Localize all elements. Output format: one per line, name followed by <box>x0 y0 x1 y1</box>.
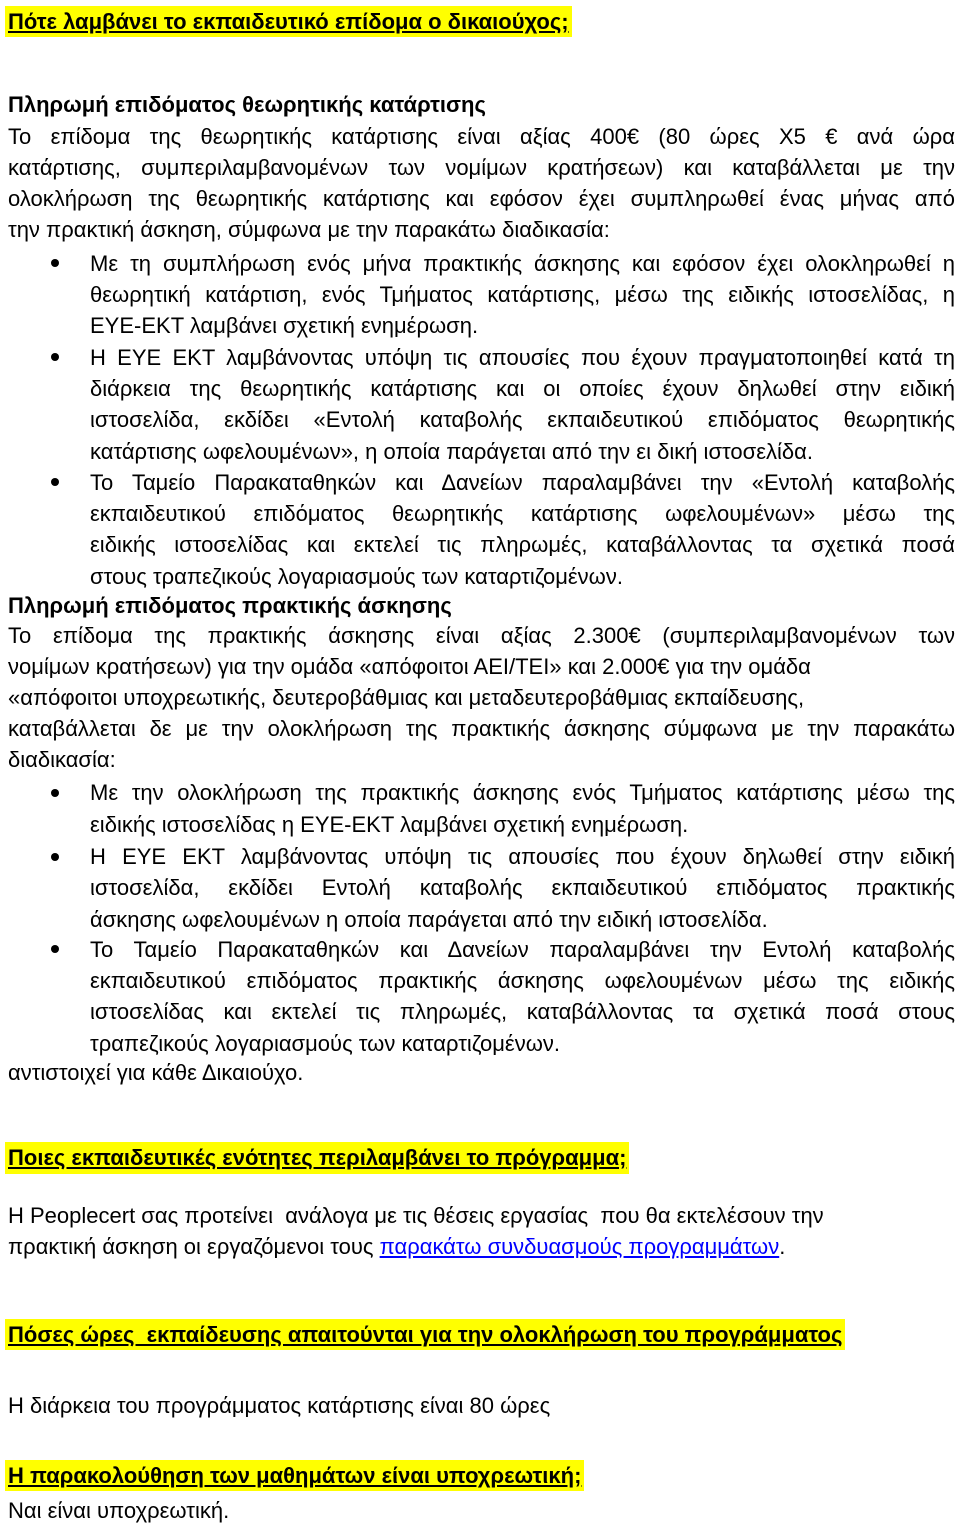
list-item-line: εκπαιδευτικού επιδόματος θεωρητικής κατάρτισης ωφελουμένων» μέσω της <box>90 501 955 527</box>
program-combinations-link[interactable]: παρακάτω συνδυασμούς προγραμμάτων <box>379 1233 780 1259</box>
theory-intro-paragraph <box>8 121 955 246</box>
theory-steps-list <box>8 248 955 592</box>
bullet-icon <box>51 353 59 361</box>
list-item <box>8 467 955 592</box>
paragraph-line: καταβάλλεται δε με την ολοκλήρωση της πρακτικής άσκησης σύμφωνα με την παρακάτω <box>8 715 955 741</box>
list-item-line: ΕΥΕ-ΕΚΤ λαμβάνει σχετική ενημέρωση. <box>90 313 479 339</box>
question-heading-modules <box>8 1142 955 1173</box>
paragraph-line: ολοκλήρωση της θεωρητικής κατάρτισης και εφόσον έχει συμπληρωθεί ένας μήνας από <box>8 186 955 212</box>
paragraph-line: διαδικασία: <box>8 746 116 772</box>
list-item-line: τραπεζικούς λογαριασμούς των καταρτιζομένων. <box>90 1030 561 1056</box>
list-item-line: θεωρητική κατάρτιση, ενός Τμήματος κατάρτισης, μέσω της ειδικής ιστοσελίδας, η <box>90 282 955 308</box>
bullet-icon <box>51 259 59 267</box>
list-item-line: Με την ολοκλήρωση της πρακτικής άσκησης ενός Τμήματος κατάρτισης μέσω της <box>90 780 955 806</box>
highlighted-heading-text: Η παρακολούθηση των μαθημάτων είναι υποχρεωτική; <box>5 1460 584 1491</box>
list-item <box>8 841 955 935</box>
list-item <box>8 777 955 840</box>
practice-steps-list <box>8 777 955 1059</box>
paragraph-line <box>8 1231 955 1262</box>
paragraph-text: . <box>779 1233 786 1259</box>
attendance-answer: Ναι είναι υποχρεωτική. <box>8 1498 230 1524</box>
paragraph-line: νομίμων κρατήσεων) για την ομάδα «απόφοιτοι ΑΕΙ/ΤΕΙ» και 2.000€ για την ομάδα <box>8 654 811 680</box>
modules-answer-paragraph <box>8 1200 955 1263</box>
list-item-line: διάρκεια της θεωρητικής κατάρτισης και οι οποίες έχουν δηλωθεί στην ειδική <box>90 375 955 401</box>
list-item-line: ειδικής ιστοσελίδας και εκτελεί τις πληρωμές, καταβάλλοντας τα σχετικά ποσά <box>90 532 955 558</box>
question-heading-payment-timing <box>8 6 955 37</box>
list-item-line: κατάρτισης ωφελουμένων», η οποία παράγεται από την ει δική ιστοσελίδα. <box>90 438 813 464</box>
subheading-practice-payment: Πληρωμή επιδόματος πρακτικής άσκησης <box>8 593 452 619</box>
highlighted-heading-text: Πότε λαμβάνει το εκπαιδευτικό επίδομα ο δικαιούχος; <box>5 6 572 37</box>
list-item-line: Η ΕΥΕ ΕΚΤ λαμβάνοντας υπόψη τις απουσίες που έχουν πραγματοποιηθεί κατά τη <box>90 344 955 370</box>
list-item-line: άσκησης ωφελουμένων η οποία παράγεται από την ειδική ιστοσελίδα. <box>90 906 768 932</box>
paragraph-line: Η Peoplecert σας προτείνει ανάλογα με τις θέσεις εργασίας που θα εκτελέσουν την <box>8 1202 824 1228</box>
list-item-line: Με τη συμπλήρωση ενός μήνα πρακτικής άσκησης και εφόσον έχει ολοκληρωθεί η <box>90 250 955 276</box>
list-item-line: Η ΕΥΕ ΕΚΤ λαμβάνοντας υπόψη τις απουσίες που έχουν δηλωθεί στην ειδική <box>90 843 955 869</box>
bullet-icon <box>51 945 59 953</box>
list-item-line: εκπαιδευτικού επιδόματος πρακτικής άσκησης ωφελουμένων μέσω της ειδικής <box>90 968 955 994</box>
list-item <box>8 934 955 1059</box>
list-item <box>8 248 955 342</box>
subheading-theory-payment: Πληρωμή επιδόματος θεωρητικής κατάρτισης <box>8 92 486 118</box>
list-item-line: Το Ταμείο Παρακαταθηκών και Δανείων παραλαμβάνει την Εντολή καταβολής <box>90 936 955 962</box>
highlighted-heading-text: Πόσες ώρες εκπαίδευσης απαιτούνται για την ολοκλήρωση του προγράμματος <box>5 1319 845 1350</box>
training-hours-answer: Η διάρκεια του προγράμματος κατάρτισης είναι 80 ώρες <box>8 1393 551 1419</box>
list-item <box>8 342 955 467</box>
list-item-line: ιστοσελίδα, εκδίδει Εντολή καταβολής εκπαιδευτικού επιδόματος πρακτικής <box>90 875 955 901</box>
paragraph-line: Το επίδομα της πρακτικής άσκησης είναι αξίας 2.300€ (συμπεριλαμβανομένων των <box>8 623 955 649</box>
bullet-icon <box>51 853 59 861</box>
list-item-line: ιστοσελίδας και εκτελεί τις πληρωμές, καταβάλλοντας τα σχετικά ποσά στους <box>90 999 955 1025</box>
paragraph-line: κατάρτισης, συμπεριλαμβανομένων των νομίμων κρατήσεων) και καταβάλλεται με την <box>8 154 955 180</box>
question-heading-attendance <box>8 1460 955 1491</box>
list-item-line: ιστοσελίδα, εκδίδει «Εντολή καταβολής εκπαιδευτικού επιδόματος θεωρητικής <box>90 407 955 433</box>
list-item-line: Το Ταμείο Παρακαταθηκών και Δανείων παραλαμβάνει την «Εντολή καταβολής <box>90 469 955 495</box>
practice-intro-paragraph <box>8 621 955 775</box>
list-item-line: ειδικής ιστοσελίδας η ΕΥΕ-ΕΚΤ λαμβάνει σχετική ενημέρωση. <box>90 811 689 837</box>
paragraph-line: την πρακτική άσκηση, σύμφωνα με την παρακάτω διαδικασία: <box>8 217 610 243</box>
bullet-icon <box>51 789 59 797</box>
paragraph-line: Το επίδομα της θεωρητικής κατάρτισης είναι αξίας 400€ (80 ώρες Χ5 € ανά ώρα <box>8 123 955 149</box>
question-heading-training-hours <box>8 1319 955 1350</box>
bullet-icon <box>51 478 59 486</box>
paragraph-line: «απόφοιτοι υποχρεωτικής, δευτεροβάθμιας και μεταδευτεροβάθμιας εκπαίδευσης, <box>8 684 805 710</box>
paragraph-text: πρακτική άσκηση οι εργαζόμενοι τους <box>8 1233 380 1259</box>
list-item-line: στους τραπεζικούς λογαριασμούς των καταρτιζομένων. <box>90 563 623 589</box>
highlighted-heading-text: Ποιες εκπαιδευτικές ενότητες περιλαμβάνει το πρόγραμμα; <box>5 1142 629 1173</box>
closing-line: αντιστοιχεί για κάθε Δικαιούχο. <box>8 1060 304 1085</box>
